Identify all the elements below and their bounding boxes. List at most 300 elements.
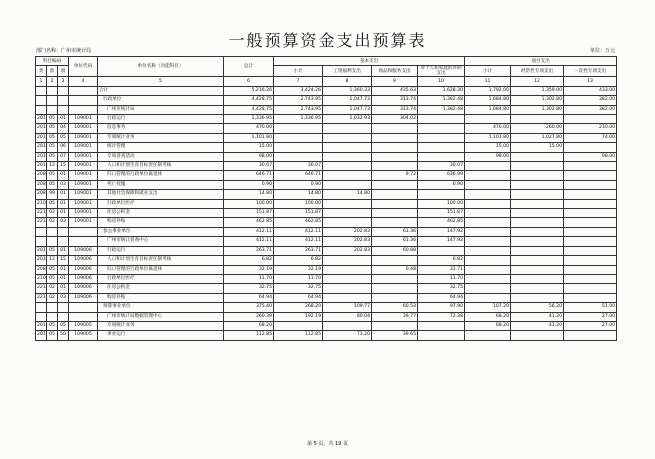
cell-amount: 9.72 xyxy=(372,171,418,180)
cell-amount: 1,032.93 xyxy=(323,115,372,124)
cell-amount: 32.75 xyxy=(418,284,465,293)
table-row xyxy=(36,199,617,208)
cell-amount xyxy=(511,293,564,302)
cell-amount: 263.71 xyxy=(224,246,274,255)
cell-kuan xyxy=(47,96,58,105)
header-lei: 类 xyxy=(36,66,47,77)
column-number: 13 xyxy=(564,77,617,86)
cell-amount xyxy=(564,331,617,340)
cell-amount xyxy=(372,321,418,330)
cell-amount xyxy=(323,284,372,293)
cell-amount: 11.70 xyxy=(274,274,323,283)
cell-amount: 0.90 xyxy=(224,180,274,189)
cell-unit-code xyxy=(69,227,98,236)
cell-unit-name: 死亡抚恤 xyxy=(98,180,224,189)
cell-amount: 107.20 xyxy=(465,303,511,312)
column-number: 10 xyxy=(418,77,465,86)
cell-amount: 27.00 xyxy=(564,321,617,330)
cell-amount xyxy=(418,246,465,255)
cell-lei: 201 xyxy=(36,321,47,330)
cell-unit-code: 109001 xyxy=(69,199,98,208)
cell-xiang: 01 xyxy=(58,190,69,199)
cell-amount xyxy=(465,162,511,171)
cell-unit-name: 事业运行 xyxy=(98,331,224,340)
cell-lei: 210 xyxy=(36,274,47,283)
cell-amount: 32.19 xyxy=(224,265,274,274)
cell-lei: 201 xyxy=(36,124,47,133)
cell-amount: 1,027.80 xyxy=(511,133,564,142)
cell-amount xyxy=(323,124,372,133)
cell-amount xyxy=(564,256,617,265)
table-row xyxy=(36,246,617,255)
cell-amount xyxy=(418,115,465,124)
cell-amount: 15.00 xyxy=(465,143,511,152)
cell-amount: 80.04 xyxy=(323,312,372,321)
cell-amount: 1,359.00 xyxy=(511,86,564,95)
cell-lei: 221 xyxy=(36,209,47,218)
cell-unit-name: 参公事业单位 xyxy=(98,227,224,236)
cell-amount: 646.71 xyxy=(274,171,323,180)
cell-unit-code xyxy=(69,303,98,312)
cell-amount xyxy=(564,218,617,227)
table-row xyxy=(36,124,617,133)
cell-amount: 32.75 xyxy=(274,284,323,293)
department-label: 部门名称：广州市统计局 xyxy=(36,48,92,54)
column-number: 9 xyxy=(372,77,418,86)
cell-unit-code: 109001 xyxy=(69,124,98,133)
cell-lei: 208 xyxy=(36,190,47,199)
cell-amount xyxy=(511,284,564,293)
header-project-subtotal: 小计 xyxy=(465,66,511,77)
cell-kuan: 05 xyxy=(47,321,58,330)
cell-lei: 208 xyxy=(36,265,47,274)
cell-amount xyxy=(372,293,418,302)
cell-amount: 112.85 xyxy=(224,331,274,340)
cell-amount xyxy=(564,171,617,180)
cell-amount xyxy=(511,218,564,227)
cell-unit-code: 109005 xyxy=(69,321,98,330)
cell-amount: 202.83 xyxy=(323,227,372,236)
cell-amount: 51.00 xyxy=(564,303,617,312)
cell-amount: 470.00 xyxy=(465,124,511,133)
header-unit-name: 单位名称（功能科目） xyxy=(98,57,224,77)
cell-xiang: 01 xyxy=(58,246,69,255)
cell-amount: 68.20 xyxy=(465,312,511,321)
cell-unit-code: 109001 xyxy=(69,115,98,124)
cell-unit-name: 行政单位 xyxy=(98,96,224,105)
cell-unit-name: 统计管理 xyxy=(98,143,224,152)
cell-amount: 151.87 xyxy=(418,209,465,218)
cell-amount xyxy=(323,143,372,152)
cell-amount xyxy=(372,199,418,208)
cell-xiang xyxy=(58,227,69,236)
cell-amount: 72.38 xyxy=(418,312,465,321)
cell-amount xyxy=(323,209,372,218)
cell-xiang: 04 xyxy=(58,124,69,133)
cell-amount xyxy=(564,227,617,236)
cell-amount: 433.00 xyxy=(564,86,617,95)
column-number: 11 xyxy=(465,77,511,86)
cell-xiang: 01 xyxy=(58,209,69,218)
cell-amount: 1,047.73 xyxy=(323,96,372,105)
cell-unit-code: 109006 xyxy=(69,246,98,255)
cell-lei xyxy=(36,303,47,312)
cell-amount xyxy=(465,246,511,255)
cell-amount: 30.07 xyxy=(224,162,274,171)
cell-unit-code: 109001 xyxy=(69,190,98,199)
cell-xiang: 01 xyxy=(58,199,69,208)
cell-kuan xyxy=(47,105,58,114)
cell-amount xyxy=(465,218,511,227)
cell-amount xyxy=(465,171,511,180)
cell-xiang: 03 xyxy=(58,180,69,189)
cell-amount: 5,216.26 xyxy=(224,86,274,95)
cell-amount: 1,684.80 xyxy=(465,96,511,105)
cell-kuan: 12 xyxy=(47,162,58,171)
header-subsidy: 对个人和家庭的补助支出 xyxy=(418,66,465,77)
header-project: 项目支出 xyxy=(465,57,617,66)
table-row xyxy=(36,237,617,246)
cell-unit-name: 归口管理的行政单位离退休 xyxy=(98,265,224,274)
cell-amount: 98.00 xyxy=(465,152,511,161)
cell-amount: 1,684.80 xyxy=(465,105,511,114)
table-row xyxy=(36,190,617,199)
table-row xyxy=(36,284,617,293)
cell-kuan: 05 xyxy=(47,331,58,340)
cell-unit-name: 专项统计业务 xyxy=(98,321,224,330)
table-row xyxy=(36,180,617,189)
cell-amount: 375.40 xyxy=(224,303,274,312)
cell-xiang: 05 xyxy=(58,133,69,142)
cell-unit-name: 广州市统计普查中心 xyxy=(98,237,224,246)
cell-unit-code xyxy=(69,96,98,105)
cell-amount: 151.87 xyxy=(274,209,323,218)
cell-amount xyxy=(465,209,511,218)
cell-amount xyxy=(564,143,617,152)
cell-amount: 1,382.48 xyxy=(418,105,465,114)
column-number: 6 xyxy=(224,77,274,86)
cell-amount: 100.00 xyxy=(274,199,323,208)
cell-amount: 11.70 xyxy=(224,274,274,283)
page-footer: 第 5 页，共 19 页 xyxy=(307,441,348,447)
column-number: 1 xyxy=(36,77,47,86)
cell-kuan: 05 xyxy=(47,143,58,152)
cell-amount: 112.85 xyxy=(274,331,323,340)
cell-unit-name: 人口和计划生育目标责任制考核 xyxy=(98,162,224,171)
cell-kuan: 05 xyxy=(47,246,58,255)
cell-amount: 1,101.80 xyxy=(224,133,274,142)
cell-amount: 39.77 xyxy=(372,312,418,321)
cell-unit-name: 人口和计划生育目标责任制考核 xyxy=(98,256,224,265)
cell-amount xyxy=(465,265,511,274)
table-body xyxy=(36,86,617,340)
cell-amount: 192.19 xyxy=(274,312,323,321)
cell-amount xyxy=(372,143,418,152)
cell-amount: 470.00 xyxy=(224,124,274,133)
cell-unit-code: 109001 xyxy=(69,162,98,171)
cell-amount: 147.92 xyxy=(418,227,465,236)
cell-amount xyxy=(564,190,617,199)
cell-amount: 412.11 xyxy=(224,227,274,236)
cell-amount xyxy=(323,218,372,227)
cell-xiang xyxy=(58,237,69,246)
cell-amount: 382.00 xyxy=(564,105,617,114)
cell-amount: 98.00 xyxy=(224,152,274,161)
header-goods: 商品和服务支出 xyxy=(372,66,418,77)
cell-amount: 98.00 xyxy=(564,152,617,161)
table-row xyxy=(36,171,617,180)
cell-xiang: 03 xyxy=(58,293,69,302)
cell-amount: 61.36 xyxy=(372,237,418,246)
cell-amount: 412.11 xyxy=(274,237,323,246)
cell-amount: 1,382.48 xyxy=(418,96,465,105)
cell-kuan: 05 xyxy=(47,124,58,133)
column-number: 2 xyxy=(47,77,58,86)
cell-amount: 210.00 xyxy=(564,124,617,133)
cell-amount: 30.07 xyxy=(418,162,465,171)
cell-amount: 6.82 xyxy=(418,256,465,265)
cell-xiang: 01 xyxy=(58,115,69,124)
cell-amount xyxy=(372,162,418,171)
cell-amount xyxy=(564,209,617,218)
cell-amount: 64.94 xyxy=(224,293,274,302)
cell-unit-code: 109001 xyxy=(69,209,98,218)
cell-amount xyxy=(274,124,323,133)
cell-amount: 64.94 xyxy=(274,293,323,302)
header-wage: 工资福利支出 xyxy=(323,66,372,77)
cell-amount xyxy=(465,284,511,293)
cell-amount: 1,047.73 xyxy=(323,105,372,114)
cell-amount xyxy=(418,321,465,330)
cell-amount: 304.02 xyxy=(372,115,418,124)
cell-lei xyxy=(36,312,47,321)
cell-lei: 201 xyxy=(36,331,47,340)
cell-amount xyxy=(465,256,511,265)
cell-amount xyxy=(465,227,511,236)
cell-kuan: 05 xyxy=(47,180,58,189)
cell-amount: 100.00 xyxy=(418,199,465,208)
cell-amount xyxy=(511,227,564,236)
cell-unit-name: 行政单位医疗 xyxy=(98,199,224,208)
cell-amount xyxy=(323,321,372,330)
cell-kuan: 05 xyxy=(47,133,58,142)
cell-amount: 3,424.26 xyxy=(274,86,323,95)
cell-amount xyxy=(511,246,564,255)
cell-amount xyxy=(323,171,372,180)
cell-amount xyxy=(465,293,511,302)
cell-amount xyxy=(465,180,511,189)
cell-amount: 68.20 xyxy=(224,321,274,330)
cell-unit-code: 109001 xyxy=(69,133,98,142)
cell-amount: 56.20 xyxy=(511,303,564,312)
cell-unit-name: 信息事务 xyxy=(98,124,224,133)
table-row xyxy=(36,115,617,124)
cell-lei: 201 xyxy=(36,162,47,171)
cell-kuan: 99 xyxy=(47,190,58,199)
cell-unit-code: 109001 xyxy=(69,218,98,227)
cell-amount: 1,336.95 xyxy=(224,115,274,124)
cell-kuan xyxy=(47,237,58,246)
cell-unit-code xyxy=(69,312,98,321)
cell-amount xyxy=(372,152,418,161)
cell-amount: 68.20 xyxy=(465,321,511,330)
cell-amount: 0.90 xyxy=(418,180,465,189)
cell-amount xyxy=(564,162,617,171)
cell-unit-code: 109006 xyxy=(69,256,98,265)
cell-amount xyxy=(511,115,564,124)
cell-amount xyxy=(418,124,465,133)
cell-lei xyxy=(36,86,47,95)
cell-amount: 4,428.75 xyxy=(224,96,274,105)
cell-amount xyxy=(323,180,372,189)
cell-unit-name: 购房补贴 xyxy=(98,218,224,227)
column-number: 5 xyxy=(98,77,224,86)
cell-amount xyxy=(323,256,372,265)
page-title: 一般预算资金支出预算表 xyxy=(228,31,427,50)
cell-lei: 201 xyxy=(36,256,47,265)
cell-amount: 4,428.75 xyxy=(224,105,274,114)
cell-unit-code xyxy=(69,86,98,95)
cell-amount xyxy=(372,209,418,218)
table-row xyxy=(36,321,617,330)
cell-amount: 6.82 xyxy=(274,256,323,265)
cell-lei: 221 xyxy=(36,218,47,227)
cell-unit-name: 合计 xyxy=(98,86,224,95)
cell-amount: 15.00 xyxy=(511,143,564,152)
cell-lei xyxy=(36,96,47,105)
cell-lei: 201 xyxy=(36,246,47,255)
cell-unit-name: 归口管理的行政单位离退休 xyxy=(98,171,224,180)
cell-unit-name: 预算事业单位 xyxy=(98,303,224,312)
cell-unit-code: 109006 xyxy=(69,293,98,302)
cell-unit-code: 109005 xyxy=(69,331,98,340)
cell-lei xyxy=(36,105,47,114)
cell-amount: 147.92 xyxy=(418,237,465,246)
cell-xiang xyxy=(58,105,69,114)
cell-amount xyxy=(564,180,617,189)
cell-amount: 268.20 xyxy=(274,303,323,312)
cell-kuan: 12 xyxy=(47,256,58,265)
cell-amount xyxy=(511,274,564,283)
cell-amount: 202.83 xyxy=(323,237,372,246)
cell-amount xyxy=(372,190,418,199)
cell-xiang xyxy=(58,312,69,321)
cell-amount: 382.00 xyxy=(564,96,617,105)
header-onetime: 一次性专项支出 xyxy=(564,66,617,77)
cell-amount: 462.85 xyxy=(418,218,465,227)
cell-amount: 60.88 xyxy=(372,246,418,255)
cell-amount xyxy=(511,331,564,340)
cell-amount xyxy=(372,256,418,265)
cell-lei: 208 xyxy=(36,171,47,180)
cell-unit-code: 109001 xyxy=(69,180,98,189)
cell-unit-code: 109006 xyxy=(69,274,98,283)
cell-amount: 32.75 xyxy=(224,284,274,293)
cell-unit-name: 购房补贴 xyxy=(98,293,224,302)
cell-lei: 208 xyxy=(36,180,47,189)
cell-xiang xyxy=(58,303,69,312)
table-row xyxy=(36,133,617,142)
cell-kuan xyxy=(47,312,58,321)
cell-amount: 0.90 xyxy=(274,180,323,189)
table-row xyxy=(36,162,617,171)
cell-amount xyxy=(323,199,372,208)
cell-kuan: 02 xyxy=(47,293,58,302)
cell-amount xyxy=(465,331,511,340)
cell-amount: 60.53 xyxy=(372,303,418,312)
cell-kuan: 05 xyxy=(47,199,58,208)
cell-xiang: 01 xyxy=(58,284,69,293)
table-row xyxy=(36,105,617,114)
cell-amount xyxy=(418,133,465,142)
cell-amount xyxy=(465,274,511,283)
cell-kuan: 05 xyxy=(47,152,58,161)
cell-amount: 30.07 xyxy=(274,162,323,171)
table-row xyxy=(36,143,617,152)
cell-amount: 15.00 xyxy=(224,143,274,152)
column-number-row xyxy=(36,77,617,86)
cell-amount xyxy=(511,265,564,274)
cell-amount: 1,101.80 xyxy=(465,133,511,142)
cell-amount xyxy=(372,218,418,227)
cell-lei: 221 xyxy=(36,284,47,293)
column-number: 3 xyxy=(58,77,69,86)
cell-amount xyxy=(323,265,372,274)
cell-amount: 462.85 xyxy=(224,218,274,227)
cell-unit-name: 行政运行 xyxy=(98,246,224,255)
header-basic: 基本支出 xyxy=(274,57,465,66)
table-row xyxy=(36,293,617,302)
table-row xyxy=(36,96,617,105)
table-row xyxy=(36,86,617,95)
cell-amount: 97.90 xyxy=(418,303,465,312)
header-unit-code: 单位代码 xyxy=(69,57,98,77)
cell-amount xyxy=(564,246,617,255)
table-row xyxy=(36,312,617,321)
cell-amount xyxy=(511,152,564,161)
cell-unit-code: 109006 xyxy=(69,265,98,274)
cell-lei: 201 xyxy=(36,115,47,124)
cell-lei xyxy=(36,237,47,246)
cell-amount xyxy=(372,284,418,293)
cell-kuan xyxy=(47,303,58,312)
cell-kuan: 05 xyxy=(47,115,58,124)
cell-amount xyxy=(511,180,564,189)
cell-amount: 39.65 xyxy=(372,331,418,340)
cell-kuan: 02 xyxy=(47,284,58,293)
table-row xyxy=(36,209,617,218)
cell-amount xyxy=(511,190,564,199)
column-number: 12 xyxy=(511,77,564,86)
cell-unit-name: 住房公积金 xyxy=(98,209,224,218)
cell-kuan xyxy=(47,227,58,236)
cell-amount: 14.80 xyxy=(224,190,274,199)
cell-unit-code: 109001 xyxy=(69,171,98,180)
cell-amount: 263.71 xyxy=(274,246,323,255)
cell-unit-code xyxy=(69,237,98,246)
header-xiang: 项 xyxy=(58,66,69,77)
cell-amount xyxy=(564,284,617,293)
cell-kuan: 02 xyxy=(47,218,58,227)
cell-amount xyxy=(418,152,465,161)
cell-unit-code: 109006 xyxy=(69,284,98,293)
cell-amount xyxy=(372,124,418,133)
cell-amount: 1,628.30 xyxy=(418,86,465,95)
column-number: 7 xyxy=(274,77,323,86)
cell-amount: 14.80 xyxy=(274,190,323,199)
cell-amount: 313.74 xyxy=(372,105,418,114)
cell-amount xyxy=(372,274,418,283)
